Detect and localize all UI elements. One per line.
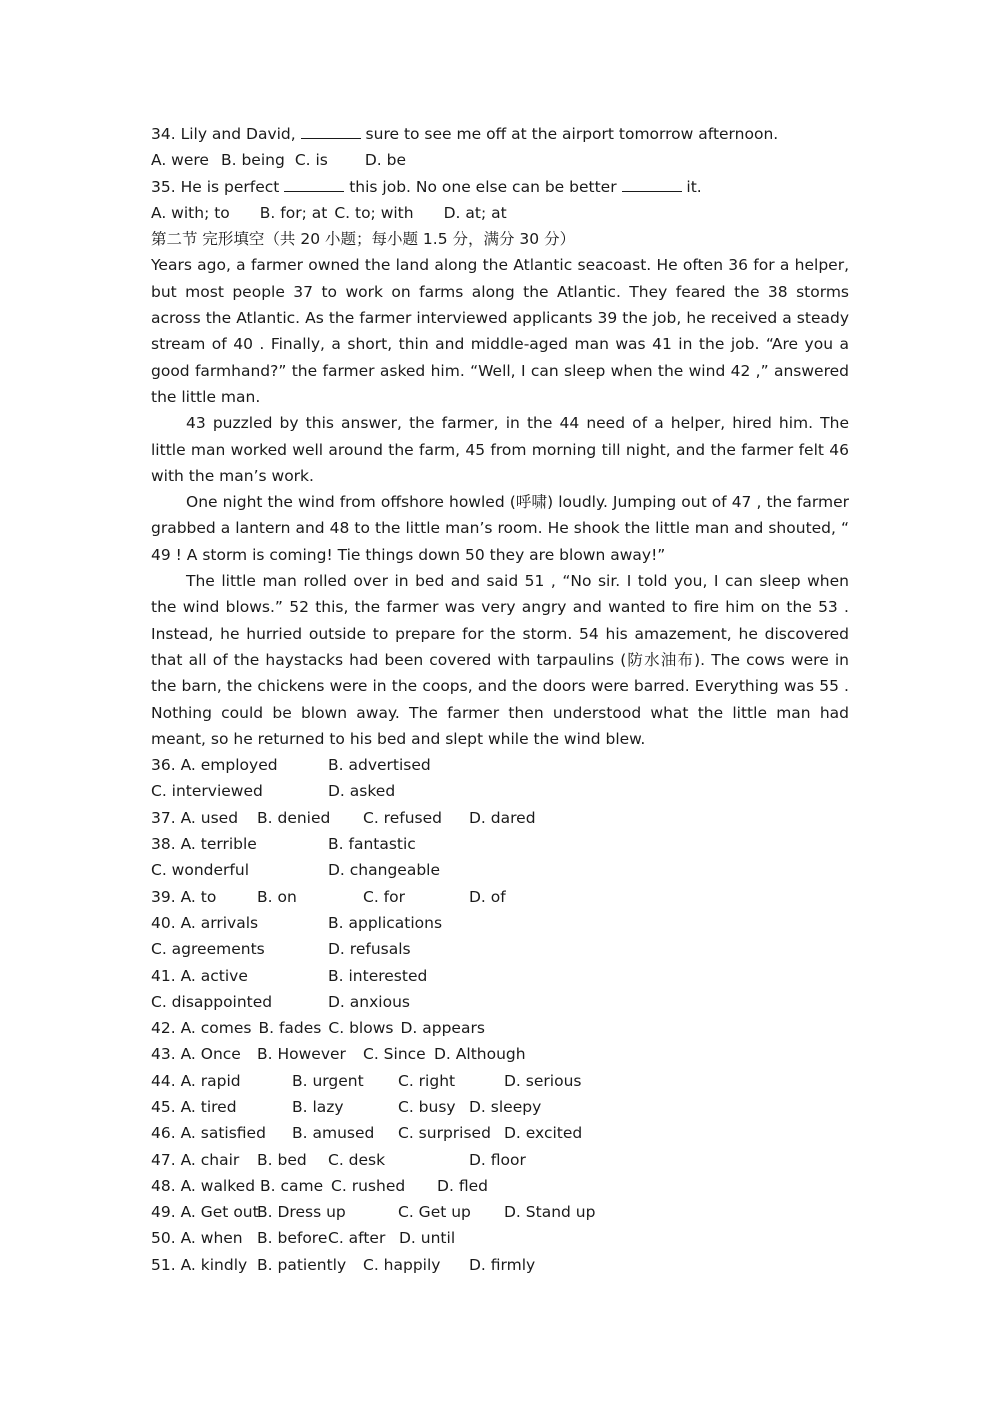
- option-a: 50. A. when: [151, 1229, 243, 1248]
- option-d: D. Stand up: [504, 1203, 596, 1222]
- option-d: D. at; at: [443, 203, 507, 222]
- option-d: D. firmly: [469, 1255, 536, 1274]
- question-45: [151, 1094, 849, 1120]
- option-c: C. is: [294, 151, 328, 170]
- question-35-stem-c: it.: [681, 177, 702, 196]
- option-c: C. blows: [328, 1019, 394, 1038]
- option-d: D. be: [364, 151, 407, 170]
- option-d: D. of: [469, 887, 506, 906]
- question-44: [151, 1068, 849, 1094]
- question-47: [151, 1147, 849, 1173]
- question-34-stem-a: 34. Lily and David,: [151, 125, 301, 143]
- option-a: 48. A. walked: [151, 1176, 256, 1195]
- option-d: D. until: [399, 1229, 456, 1248]
- section-title: 第二节 完形填空（共 20 小题；每小题 1.5 分，满分 30 分）: [151, 230, 576, 249]
- question-34-stem-b: sure to see me off at the airport tomorrow afternoon.: [360, 125, 779, 143]
- option-a: 46. A. satisfied: [151, 1124, 266, 1143]
- option-d: D. Although: [434, 1045, 526, 1064]
- option-c: C. desk: [328, 1150, 386, 1169]
- option-d: D. anxious: [328, 992, 410, 1011]
- question-38-row-2: [151, 857, 849, 883]
- option-a: 39. A. to: [151, 887, 217, 906]
- option-c: C. right: [398, 1071, 456, 1090]
- option-d: D. appears: [400, 1019, 485, 1038]
- option-a: 51. A. kindly: [151, 1255, 248, 1274]
- question-43: [151, 1041, 849, 1067]
- option-a: 38. A. terrible: [151, 835, 257, 854]
- option-c: C. interviewed: [151, 782, 263, 801]
- option-c: C. refused: [363, 808, 442, 827]
- option-a: A. with; to: [151, 203, 230, 222]
- option-b: B. fantastic: [328, 835, 416, 854]
- option-b: B. denied: [257, 808, 331, 827]
- option-c: C. disappointed: [151, 992, 273, 1011]
- question-35: [151, 174, 849, 200]
- option-a: 47. A. chair: [151, 1150, 240, 1169]
- option-b: B. Dress up: [257, 1203, 346, 1222]
- passage-paragraph-2: 43 puzzled by this answer, the farmer, in the 44 need of a helper, hired him. The little man worked well around the farm, 45 from morning till night, and the farmer felt 46 with the man’s work.: [151, 414, 849, 485]
- question-36-row-2: [151, 778, 849, 804]
- passage-paragraph-4: The little man rolled over in bed and said 51 , “No sir. I told you, I can sleep when the wind blows.” 52 this, the farmer was very angry and wanted to fire him on the 53 . Instead, he hurried outside to prepare for the storm. 54 his amazement, he discovered that all of the haystacks had been covered with tarpaulins (防水油布). The cows were in the barn, the chickens were in the coops, and the doors were barred. Everything was 55 . Nothing could be blown away. The farmer then understood what the little man had meant, so he returned to his bed and slept while the wind blew.: [151, 572, 849, 748]
- option-b: B. before: [257, 1229, 328, 1248]
- option-a: 49. A. Get out: [151, 1203, 259, 1222]
- option-a: 43. A. Once: [151, 1045, 241, 1064]
- option-c: C. Since: [363, 1045, 426, 1064]
- question-50: [151, 1225, 849, 1251]
- option-d: D. serious: [504, 1071, 582, 1090]
- option-c: C. wonderful: [151, 861, 249, 880]
- passage-paragraph-1: Years ago, a farmer owned the land along the Atlantic seacoast. He often 36 for a helper, but most people 37 to work on farms along the Atlantic. They feared the 38 storms across the Atlantic. As the farmer interviewed applicants 39 the job, he received a steady stream of 40 . Finally, a short, thin and middle-aged man was 41 in the job. “Are you a good farmhand?” the farmer asked him. “Well, I can sleep when the wind 42 ,” answered the little man.: [151, 256, 849, 406]
- option-c: C. surprised: [398, 1124, 491, 1143]
- question-34: [151, 121, 849, 147]
- option-b: B. amused: [292, 1124, 375, 1143]
- option-d: D. asked: [328, 782, 396, 801]
- question-40-row-2: [151, 936, 849, 962]
- question-38-row-1: [151, 831, 849, 857]
- option-a: 36. A. employed: [151, 756, 278, 775]
- option-c: C. to; with: [334, 203, 414, 222]
- exam-page: [151, 121, 849, 1278]
- question-49: [151, 1199, 849, 1225]
- question-35-options: [151, 200, 849, 226]
- option-d: D. fled: [437, 1176, 488, 1195]
- option-c: C. happily: [363, 1255, 441, 1274]
- option-b: B. lazy: [292, 1097, 344, 1116]
- option-d: D. excited: [504, 1124, 583, 1143]
- question-41-row-1: [151, 963, 849, 989]
- question-35-stem-a: 35. He is perfect: [151, 177, 285, 196]
- option-d: D. floor: [469, 1150, 526, 1169]
- option-c: C. rushed: [331, 1176, 406, 1195]
- question-46: [151, 1120, 849, 1146]
- option-a: 45. A. tired: [151, 1097, 237, 1116]
- option-a: 44. A. rapid: [151, 1071, 241, 1090]
- answer-blank: [301, 124, 361, 139]
- question-39: [151, 884, 849, 910]
- question-36-row-1: [151, 752, 849, 778]
- option-b: B. However: [257, 1045, 346, 1064]
- option-b: B. applications: [328, 913, 443, 932]
- option-c: C. for: [363, 887, 405, 906]
- option-b: B. patiently: [257, 1255, 347, 1274]
- option-b: B. on: [257, 887, 297, 906]
- option-b: B. being: [220, 151, 285, 170]
- option-d: D. sleepy: [469, 1097, 542, 1116]
- option-b: B. fades: [258, 1019, 322, 1038]
- option-a: 37. A. used: [151, 808, 239, 827]
- question-34-options: [151, 147, 849, 173]
- answer-blank: [622, 177, 682, 192]
- option-b: B. came: [260, 1176, 324, 1195]
- option-a: 40. A. arrivals: [151, 913, 259, 932]
- option-c: C. Get up: [398, 1203, 471, 1222]
- option-b: B. for; at: [259, 203, 328, 222]
- option-c: C. busy: [398, 1097, 456, 1116]
- answer-blank: [284, 177, 344, 192]
- option-d: D. refusals: [328, 940, 411, 959]
- option-a: 41. A. active: [151, 966, 248, 985]
- option-b: B. urgent: [292, 1071, 364, 1090]
- option-d: D. changeable: [328, 861, 441, 880]
- question-41-row-2: [151, 989, 849, 1015]
- option-b: B. bed: [257, 1150, 307, 1169]
- question-35-stem-b: this job. No one else can be better: [344, 177, 622, 196]
- option-d: D. dared: [469, 808, 536, 827]
- question-48: [151, 1173, 849, 1199]
- option-b: B. advertised: [328, 756, 431, 775]
- option-b: B. interested: [328, 966, 428, 985]
- passage-paragraph-3: One night the wind from offshore howled (呼啸) loudly. Jumping out of 47 , the farmer grabbed a lantern and 48 to the little man’s room. He shook the little man and shouted, “ 49 ! A storm is coming! Tie things down 50 they are blown away!”: [151, 493, 849, 564]
- question-40-row-1: [151, 910, 849, 936]
- question-37: [151, 805, 849, 831]
- option-a: 42. A. comes: [151, 1019, 252, 1038]
- question-42: [151, 1015, 849, 1041]
- option-c: C. agreements: [151, 940, 265, 959]
- option-c: C. after: [328, 1229, 386, 1248]
- option-a: A. were: [151, 151, 209, 170]
- question-51: [151, 1252, 849, 1278]
